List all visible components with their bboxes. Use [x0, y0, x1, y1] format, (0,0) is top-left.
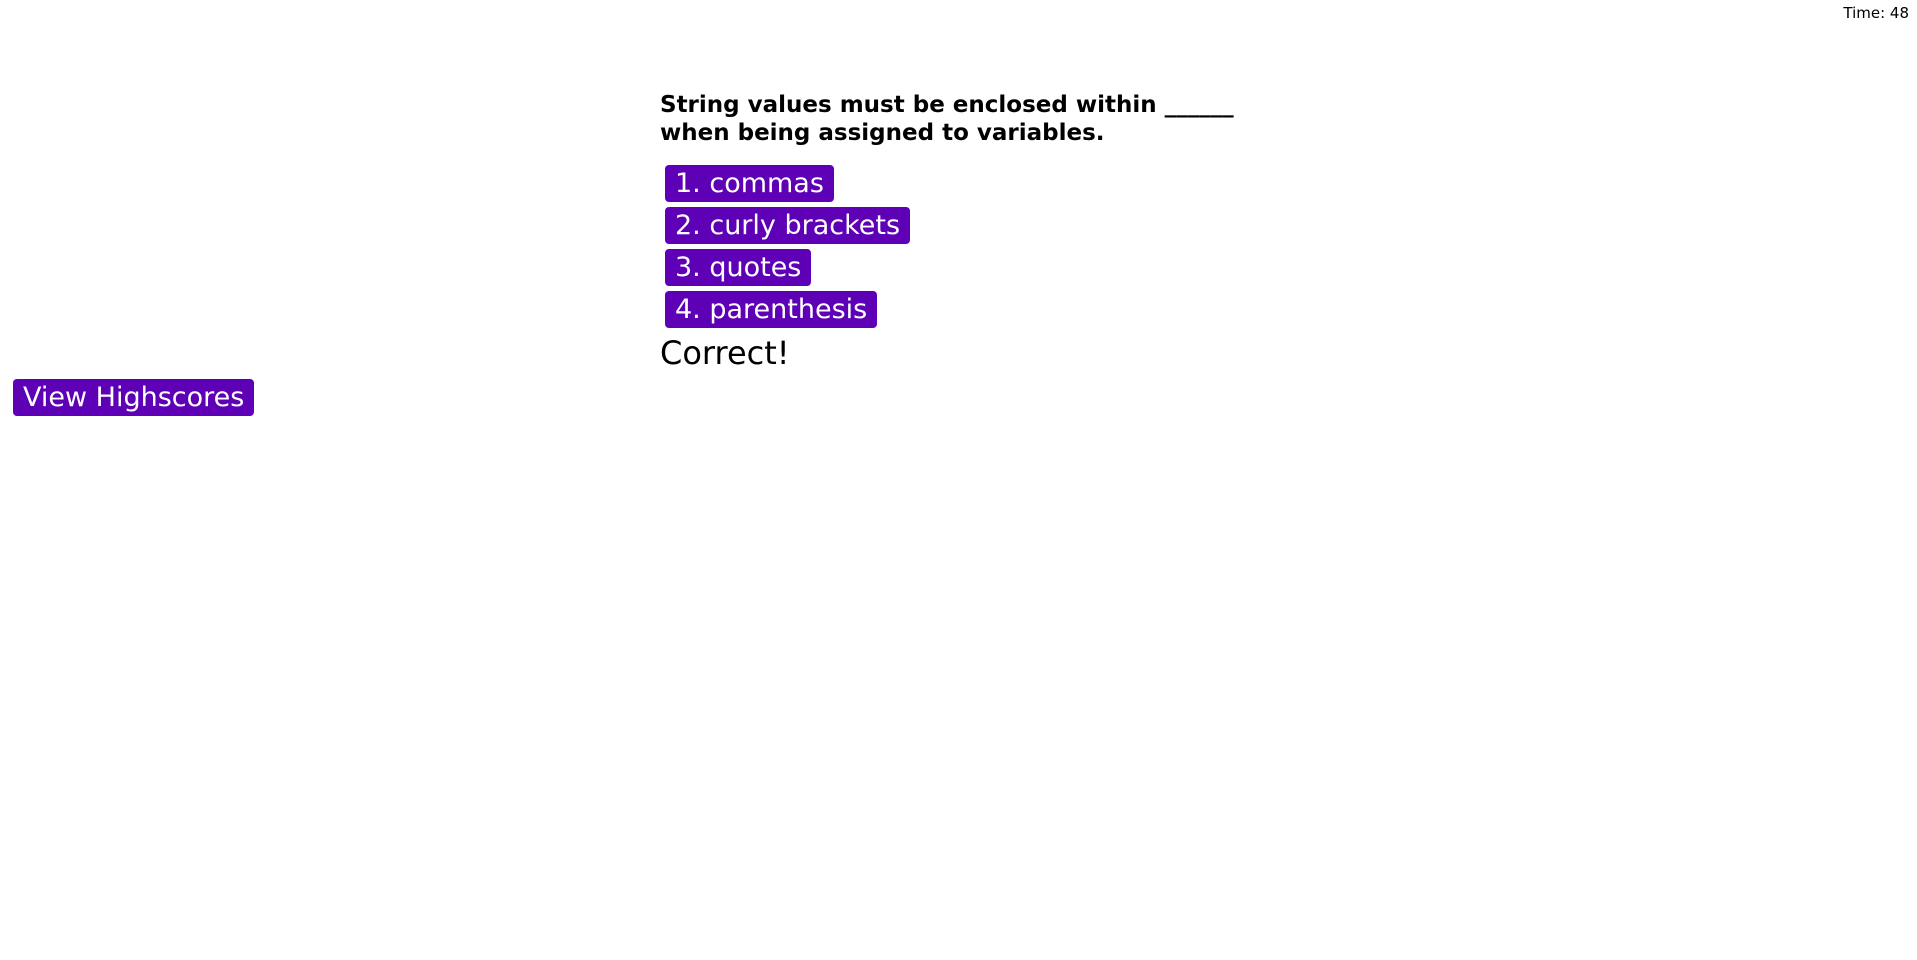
view-highscores-button[interactable]: View Highscores — [13, 379, 254, 416]
answer-choice-2-button[interactable]: 2. curly brackets — [665, 207, 910, 244]
answer-choice-1-button[interactable]: 1. commas — [665, 165, 834, 202]
quiz-container — [660, 91, 1280, 373]
answer-choice-3-button[interactable]: 3. quotes — [665, 249, 811, 286]
question-text: String values must be enclosed within ______ when being assigned to variables. — [660, 92, 1234, 146]
timer-display: Time: 48 — [1843, 4, 1909, 22]
answer-choice-4-button[interactable]: 4. parenthesis — [665, 291, 877, 328]
answer-choices — [665, 165, 1280, 328]
answer-feedback: Correct! — [660, 334, 790, 372]
